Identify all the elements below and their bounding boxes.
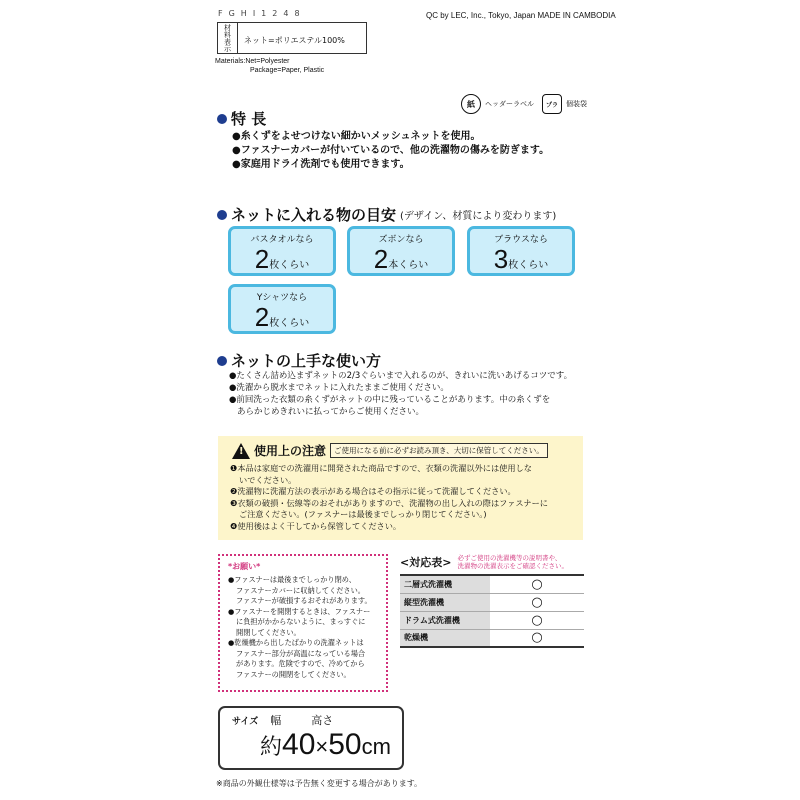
compat-row-name: ドラム式洗濯機 [400,611,490,629]
guide-card-unit: 本くらい [388,260,429,271]
caution-line: ❸衣類の破損・伝線等のおそれがありますので、洗濯物の出し入れの際はファスナーに [230,497,548,508]
request-line: ●乾燥機から出したばかりの洗濯ネットは [228,638,364,647]
caution-title: 使用上の注意 [254,444,327,458]
features-list [232,130,549,172]
compat-row-mark: ○ [490,629,584,647]
plastic-recycle-icon: プラ [542,94,562,114]
request-line: があります。危険ですので、冷めてから [236,659,365,668]
compat-note-line: 必ずご使用の洗濯機等の説明書や、 [457,554,562,562]
compat-header [400,554,568,570]
table-row [400,575,584,593]
caution-note: ご使用になる前に必ずお読み頂き、大切に保管してください。 [330,443,548,458]
guide-card-unit: 枚くらい [269,260,310,271]
size-width: 40 [282,728,316,761]
request-line: に負担がかからないように、まっすぐに [236,617,366,626]
guide-card-number: 2 [254,302,270,332]
material-value: ネット=ポリエステル100% [244,36,345,45]
size-labels [220,708,402,728]
materials-english [215,57,324,75]
compat-note-line: 洗濯物の洗濯表示をご確認ください。 [457,562,568,570]
feature-item: ●糸くずをよせつけない細かいメッシュネットを使用。 [232,131,481,142]
table-row [400,629,584,647]
guide-title: ネットに入れる物の目安 [231,206,397,224]
guide-card [228,226,336,276]
request-line: ファスナーの開閉をしてください。 [236,669,351,679]
guide-card [347,226,455,276]
compat-note [457,554,568,570]
materials-en-line-2: Package=Paper, Plastic [250,67,325,74]
usage-item: あらかじめきれいに払ってからご使用ください。 [237,407,425,417]
product-code: FGHI1248 [218,9,306,18]
size-box [218,706,404,770]
bullet-dot-icon [217,210,227,220]
guide-card [228,284,336,334]
recycle-paper [461,94,534,114]
size-unit: cm [361,734,391,759]
features-title: 特 長 [231,110,267,128]
request-body [220,572,386,680]
compat-row-name: 二層式洗濯機 [400,575,490,593]
request-line: ●ファスナーは最後までしっかり閉め、 [228,575,356,584]
material-label: 材料表示 [218,23,238,53]
caution-line: ご注意ください。(ファスナーは最後までしっかり閉じてください。) [239,509,487,519]
bullet-dot-icon [217,114,227,124]
request-line: ファスナー部分が高温になっている場合 [236,648,366,658]
request-line: 開閉してください。 [236,627,301,637]
warning-icon: ! [232,443,250,459]
guide-card-label: ズボンなら [378,235,424,245]
caution-line: ❶本品は家庭での洗濯用に開発された商品ですので、衣類の洗濯以外には使用しな [230,463,532,473]
features-heading [217,108,266,129]
compat-row-mark: ○ [490,575,584,593]
guide-subtitle: (デザイン、材質により変わります) [400,211,557,222]
guide-card-label: ブラウスなら [494,235,548,245]
size-height-label: 高さ [311,714,334,727]
request-line: ●ファスナーを開閉するときは、ファスナー [228,606,371,616]
bullet-dot-icon [217,356,227,366]
feature-item: ●ファスナーカバーが付いているので、他の洗濯物の傷みを防ぎます。 [232,145,550,156]
request-line: ファスナーが破損するおそれがあります。 [236,596,372,605]
footnote: ※商品の外観仕様等は予告無く変更する場合があります。 [216,779,423,788]
guide-card-label: Yシャツなら [256,293,308,303]
usage-heading [217,350,381,371]
materials-en-line-1: Materials:Net=Polyester [215,58,290,65]
size-height: 50 [328,728,362,761]
brand-line: QC by LEC, Inc., Tokyo, Japan MADE IN CAMBODIA [426,11,616,20]
table-row [400,593,584,611]
caution-panel [218,436,583,540]
table-row [400,611,584,629]
guide-card-number: 3 [493,244,509,274]
request-title: *お願い* [228,562,261,571]
caution-line: ❹使用後はよく干してから保管してください。 [230,520,402,531]
material-box [217,22,367,54]
usage-item: ●たくさん詰め込まずネットの2/3ぐらいまで入れるのが、きれいに洗いあげるコツです。 [229,371,573,381]
guide-card-number: 2 [373,244,389,274]
compat-table [400,574,584,648]
recycle-plastic [542,94,587,114]
caution-body [218,459,583,532]
compat-row-mark: ○ [490,593,584,611]
size-prefix: 約 [260,734,283,759]
compat-row-name: 縦型洗濯機 [400,593,490,611]
usage-list [229,370,572,418]
compat-title: <対応表> [400,556,452,569]
request-box [218,554,388,692]
guide-card-label: バスタオルなら [250,235,314,245]
guide-card-unit: 枚くらい [508,260,549,271]
compat-row-mark: ○ [490,611,584,629]
recycle-paper-label: ヘッダーラベル [485,100,534,108]
size-label: サイズ [232,717,259,727]
guide-card [467,226,575,276]
usage-item: ●前回洗った衣類の糸くずがネットの中に残っていることがあります。中の糸くずを [229,395,551,405]
paper-recycle-icon: 紙 [461,94,481,114]
size-value [220,728,402,762]
caution-header [218,436,583,459]
usage-item: ●洗濯から脱水までネットに入れたままご使用ください。 [229,383,449,393]
size-width-label: 幅 [270,714,282,727]
caution-line: いでください。 [239,474,297,485]
request-line: ファスナーカバーに収納してください。 [236,585,365,595]
usage-title: ネットの上手な使い方 [231,352,382,370]
guide-card-unit: 枚くらい [269,318,310,329]
size-times: × [315,734,329,759]
guide-heading [217,204,556,225]
recycle-plastic-label: 個装袋 [566,100,587,108]
feature-item: ●家庭用ドライ洗剤でも使用できます。 [232,159,410,170]
guide-card-number: 2 [254,244,270,274]
compat-row-name: 乾燥機 [400,629,490,647]
caution-line: ❷洗濯物に洗濯方法の表示がある場合はその指示に従って洗濯してください。 [230,486,516,496]
